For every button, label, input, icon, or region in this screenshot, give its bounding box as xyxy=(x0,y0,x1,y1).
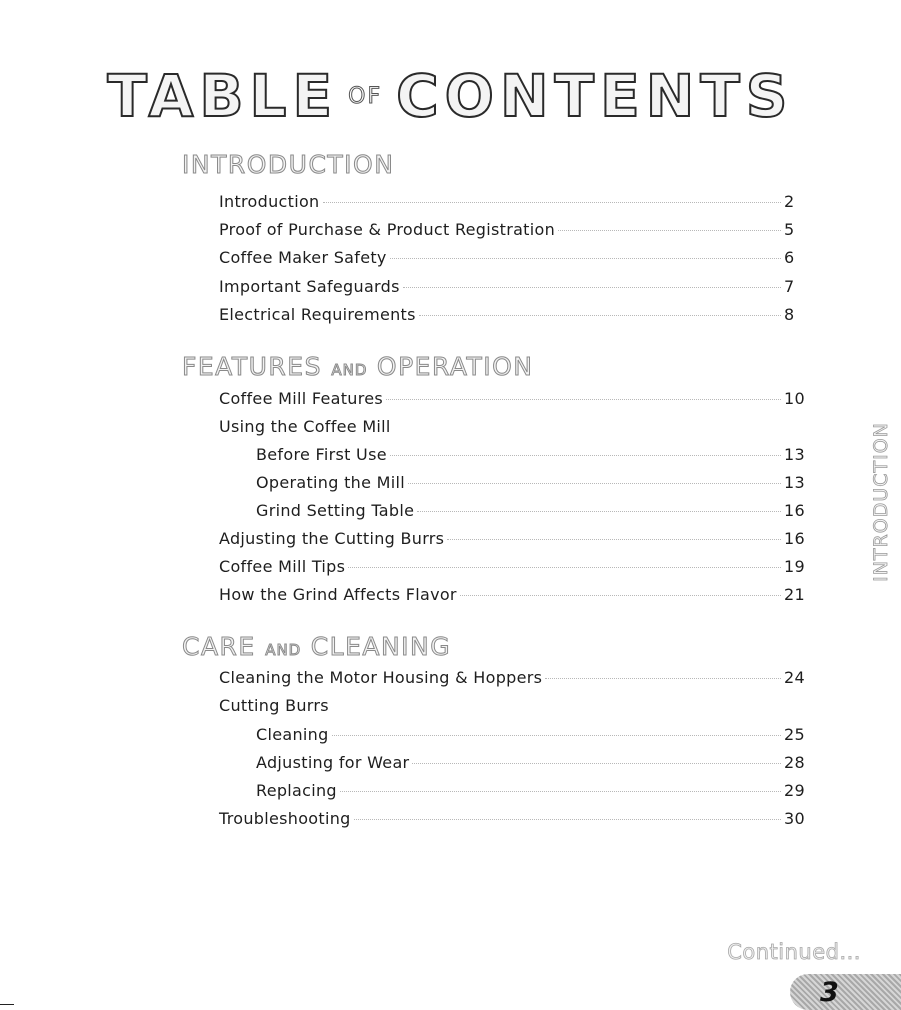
toc-entry-operating-the-mill[interactable] xyxy=(256,473,806,493)
toc-entry-label: Operating the Mill xyxy=(256,473,405,492)
toc-entry-proof-of-purchase[interactable] xyxy=(219,220,806,240)
section-heading-introduction xyxy=(182,150,394,179)
toc-entry-page: 28 xyxy=(784,753,805,772)
section-heading-and-text: AND xyxy=(265,641,302,659)
dot-leader xyxy=(323,202,782,203)
toc-entry-page: 13 xyxy=(784,473,805,492)
toc-entry-page: 5 xyxy=(784,220,795,239)
toc-entry-how-the-grind-affects-flavor[interactable] xyxy=(219,585,806,605)
dot-leader xyxy=(419,315,781,316)
toc-entry-label: Grind Setting Table xyxy=(256,501,415,520)
toc-entry-page: 21 xyxy=(784,585,805,604)
toc-entry-label: Troubleshooting xyxy=(219,809,351,828)
section-heading-and-text: AND xyxy=(331,361,368,379)
section-heading-introduction-text: INTRODUCTION xyxy=(182,150,395,179)
title-table: TABLE xyxy=(107,62,339,130)
crop-mark xyxy=(0,1004,14,1005)
dot-leader xyxy=(340,791,781,792)
page-title xyxy=(0,62,901,130)
toc-entry-page: 13 xyxy=(784,445,805,464)
toc-entry-page: 16 xyxy=(784,529,805,548)
toc-entry-page: 30 xyxy=(784,809,805,828)
side-section-tab-label: INTRODUCTION xyxy=(870,422,893,582)
toc-entry-cleaning[interactable] xyxy=(256,725,806,745)
toc-entry-coffee-maker-safety[interactable] xyxy=(219,248,806,268)
toc-entry-label: Cutting Burrs xyxy=(219,696,329,715)
toc-entry-important-safeguards[interactable] xyxy=(219,277,806,297)
toc-entry-page: 29 xyxy=(784,781,805,800)
section-heading-care-and-cleaning xyxy=(182,632,451,661)
toc-entry-page: 2 xyxy=(784,192,795,211)
toc-entry-grind-setting-table[interactable] xyxy=(256,501,806,521)
toc-entry-coffee-mill-features[interactable] xyxy=(219,389,806,409)
toc-entry-label: Proof of Purchase & Product Registration xyxy=(219,220,556,239)
dot-leader xyxy=(545,678,781,679)
page-number-badge xyxy=(790,974,901,1010)
toc-entry-label: Adjusting the Cutting Burrs xyxy=(219,529,445,548)
toc-entry-label: Coffee Mill Tips xyxy=(219,557,346,576)
dot-leader xyxy=(390,455,781,456)
toc-entry-label: Replacing xyxy=(256,781,337,800)
toc-entry-label: Coffee Mill Features xyxy=(219,389,384,408)
toc-entry-page: 24 xyxy=(784,668,805,687)
title-of: OF xyxy=(348,83,383,109)
toc-entry-page: 10 xyxy=(784,389,805,408)
dot-leader xyxy=(403,287,781,288)
section-heading-care-text: CARE xyxy=(182,632,256,661)
toc-entry-electrical-requirements[interactable] xyxy=(219,305,806,325)
dot-leader xyxy=(348,567,781,568)
section-heading-operation-text: OPERATION xyxy=(376,352,534,381)
toc-entry-troubleshooting[interactable] xyxy=(219,809,806,829)
toc-entry-coffee-mill-tips[interactable] xyxy=(219,557,806,577)
toc-entry-label: Important Safeguards xyxy=(219,277,400,296)
toc-entry-adjusting-for-wear[interactable] xyxy=(256,753,806,773)
toc-entry-page: 8 xyxy=(784,305,795,324)
title-contents: CONTENTS xyxy=(396,62,794,130)
toc-entry-before-first-use[interactable] xyxy=(256,445,806,465)
toc-entry-label: Cleaning the Motor Housing & Hoppers xyxy=(219,668,543,687)
page-number: 3 xyxy=(820,977,839,1008)
toc-entry-page: 25 xyxy=(784,725,805,744)
dot-leader xyxy=(417,511,781,512)
dot-leader xyxy=(332,735,781,736)
toc-entry-label: How the Grind Affects Flavor xyxy=(219,585,457,604)
toc-entry-using-the-coffee-mill[interactable] xyxy=(219,417,806,437)
toc-entry-label: Electrical Requirements xyxy=(219,305,416,324)
toc-entry-cleaning-motor-housing[interactable] xyxy=(219,668,806,688)
toc-entry-cutting-burrs[interactable] xyxy=(219,696,806,716)
dot-leader xyxy=(390,258,781,259)
toc-entry-label: Using the Coffee Mill xyxy=(219,417,391,436)
dot-leader xyxy=(558,230,781,231)
dot-leader xyxy=(447,539,781,540)
toc-entry-label: Cleaning xyxy=(256,725,329,744)
toc-entry-adjusting-the-cutting-burrs[interactable] xyxy=(219,529,806,549)
toc-entry-page: 7 xyxy=(784,277,795,296)
toc-entry-page: 19 xyxy=(784,557,805,576)
section-heading-features-text: FEATURES xyxy=(182,352,322,381)
toc-entry-label: Before First Use xyxy=(256,445,387,464)
dot-leader xyxy=(460,595,781,596)
dot-leader xyxy=(412,763,781,764)
toc-entry-introduction[interactable] xyxy=(219,192,806,212)
dot-leader xyxy=(386,399,781,400)
section-heading-cleaning-text: CLEANING xyxy=(310,632,452,661)
toc-entry-replacing[interactable] xyxy=(256,781,806,801)
dot-leader xyxy=(354,819,781,820)
side-section-tab xyxy=(866,422,896,582)
continued-note: Continued... xyxy=(727,940,861,964)
toc-entry-page: 6 xyxy=(784,248,795,267)
dot-leader xyxy=(408,483,781,484)
section-heading-features-and-operation xyxy=(182,352,534,381)
toc-entry-label: Introduction xyxy=(219,192,320,211)
toc-entry-page: 16 xyxy=(784,501,805,520)
toc-entry-label: Adjusting for Wear xyxy=(256,753,410,772)
toc-entry-label: Coffee Maker Safety xyxy=(219,248,387,267)
